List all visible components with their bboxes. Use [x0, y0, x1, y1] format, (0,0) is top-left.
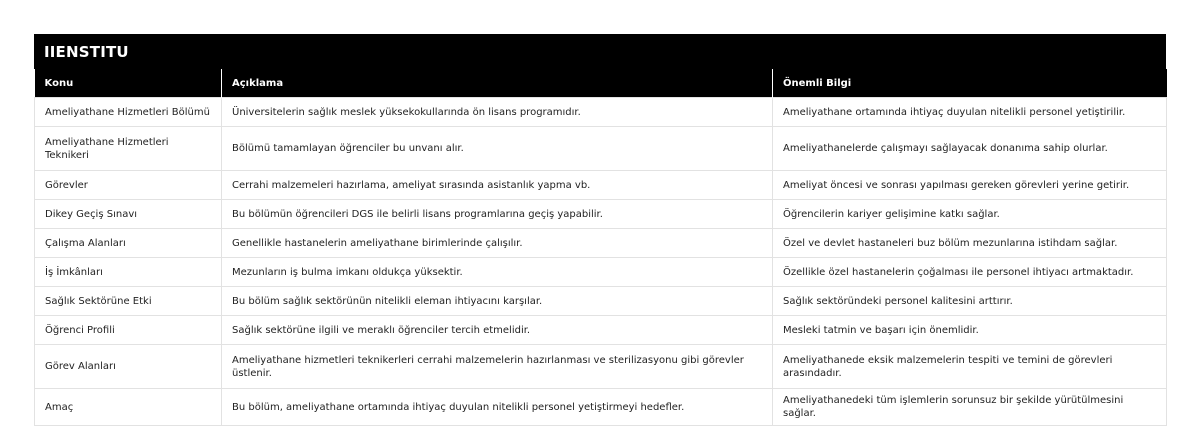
table-row: [35, 98, 1167, 127]
cell-description: Bu bölüm sağlık sektörünün nitelikli eleman ihtiyacını karşılar.: [222, 287, 773, 316]
cell-key-info: Özel ve devlet hastaneleri buz bölüm mezunlarına istihdam sağlar.: [773, 229, 1167, 258]
table-row: [35, 316, 1167, 345]
cell-key-info: Ameliyat öncesi ve sonrası yapılması gereken görevleri yerine getirir.: [773, 171, 1167, 200]
brand-header: [34, 34, 1166, 69]
cell-topic: Öğrenci Profili: [35, 316, 222, 345]
cell-description: Sağlık sektörüne ilgili ve meraklı öğrenciler tercih etmelidir.: [222, 316, 773, 345]
cell-key-info: Ameliyathanedeki tüm işlemlerin sorunsuz bir şekilde yürütülmesini sağlar.: [773, 389, 1167, 426]
table-header-row: [35, 69, 1167, 98]
cell-key-info: Öğrencilerin kariyer gelişimine katkı sağlar.: [773, 200, 1167, 229]
cell-topic: Dikey Geçiş Sınavı: [35, 200, 222, 229]
cell-topic: Görev Alanları: [35, 345, 222, 389]
table-row: [35, 287, 1167, 316]
cell-topic: Görevler: [35, 171, 222, 200]
cell-topic: Ameliyathane Hizmetleri Bölümü: [35, 98, 222, 127]
cell-description: Ameliyathane hizmetleri teknikerleri cerrahi malzemelerin hazırlanması ve sterilizasyonu gibi görevler üstlenir.: [222, 345, 773, 389]
table-row: [35, 229, 1167, 258]
cell-description: Üniversitelerin sağlık meslek yüksekokullarında ön lisans programıdır.: [222, 98, 773, 127]
cell-topic: Ameliyathane Hizmetleri Teknikeri: [35, 127, 222, 171]
cell-description: Bu bölümün öğrencileri DGS ile belirli lisans programlarına geçiş yapabilir.: [222, 200, 773, 229]
column-header-topic: Konu: [35, 69, 222, 98]
cell-key-info: Mesleki tatmin ve başarı için önemlidir.: [773, 316, 1167, 345]
cell-key-info: Ameliyathane ortamında ihtiyaç duyulan nitelikli personel yetiştirilir.: [773, 98, 1167, 127]
table-row: [35, 345, 1167, 389]
table-row: [35, 258, 1167, 287]
table-row: [35, 389, 1167, 426]
info-table: [34, 69, 1167, 426]
table-row: [35, 200, 1167, 229]
cell-description: Mezunların iş bulma imkanı oldukça yüksektir.: [222, 258, 773, 287]
cell-topic: Sağlık Sektörüne Etki: [35, 287, 222, 316]
cell-description: Cerrahi malzemeleri hazırlama, ameliyat sırasında asistanlık yapma vb.: [222, 171, 773, 200]
cell-key-info: Ameliyathanelerde çalışmayı sağlayacak donanıma sahip olurlar.: [773, 127, 1167, 171]
column-header-key-info: Önemli Bilgi: [773, 69, 1167, 98]
cell-topic: Amaç: [35, 389, 222, 426]
column-header-description: Açıklama: [222, 69, 773, 98]
table-row: [35, 171, 1167, 200]
brand-title: IIENSTITU: [44, 42, 129, 61]
cell-key-info: Özellikle özel hastanelerin çoğalması ile personel ihtiyacı artmaktadır.: [773, 258, 1167, 287]
cell-description: Bölümü tamamlayan öğrenciler bu unvanı alır.: [222, 127, 773, 171]
cell-topic: Çalışma Alanları: [35, 229, 222, 258]
cell-topic: İş İmkânları: [35, 258, 222, 287]
cell-description: Bu bölüm, ameliyathane ortamında ihtiyaç duyulan nitelikli personel yetiştirmeyi hedefler.: [222, 389, 773, 426]
cell-key-info: Ameliyathanede eksik malzemelerin tespiti ve temini de görevleri arasındadır.: [773, 345, 1167, 389]
cell-description: Genellikle hastanelerin ameliyathane birimlerinde çalışılır.: [222, 229, 773, 258]
content-container: [34, 34, 1166, 426]
table-row: [35, 127, 1167, 171]
cell-key-info: Sağlık sektöründeki personel kalitesini arttırır.: [773, 287, 1167, 316]
